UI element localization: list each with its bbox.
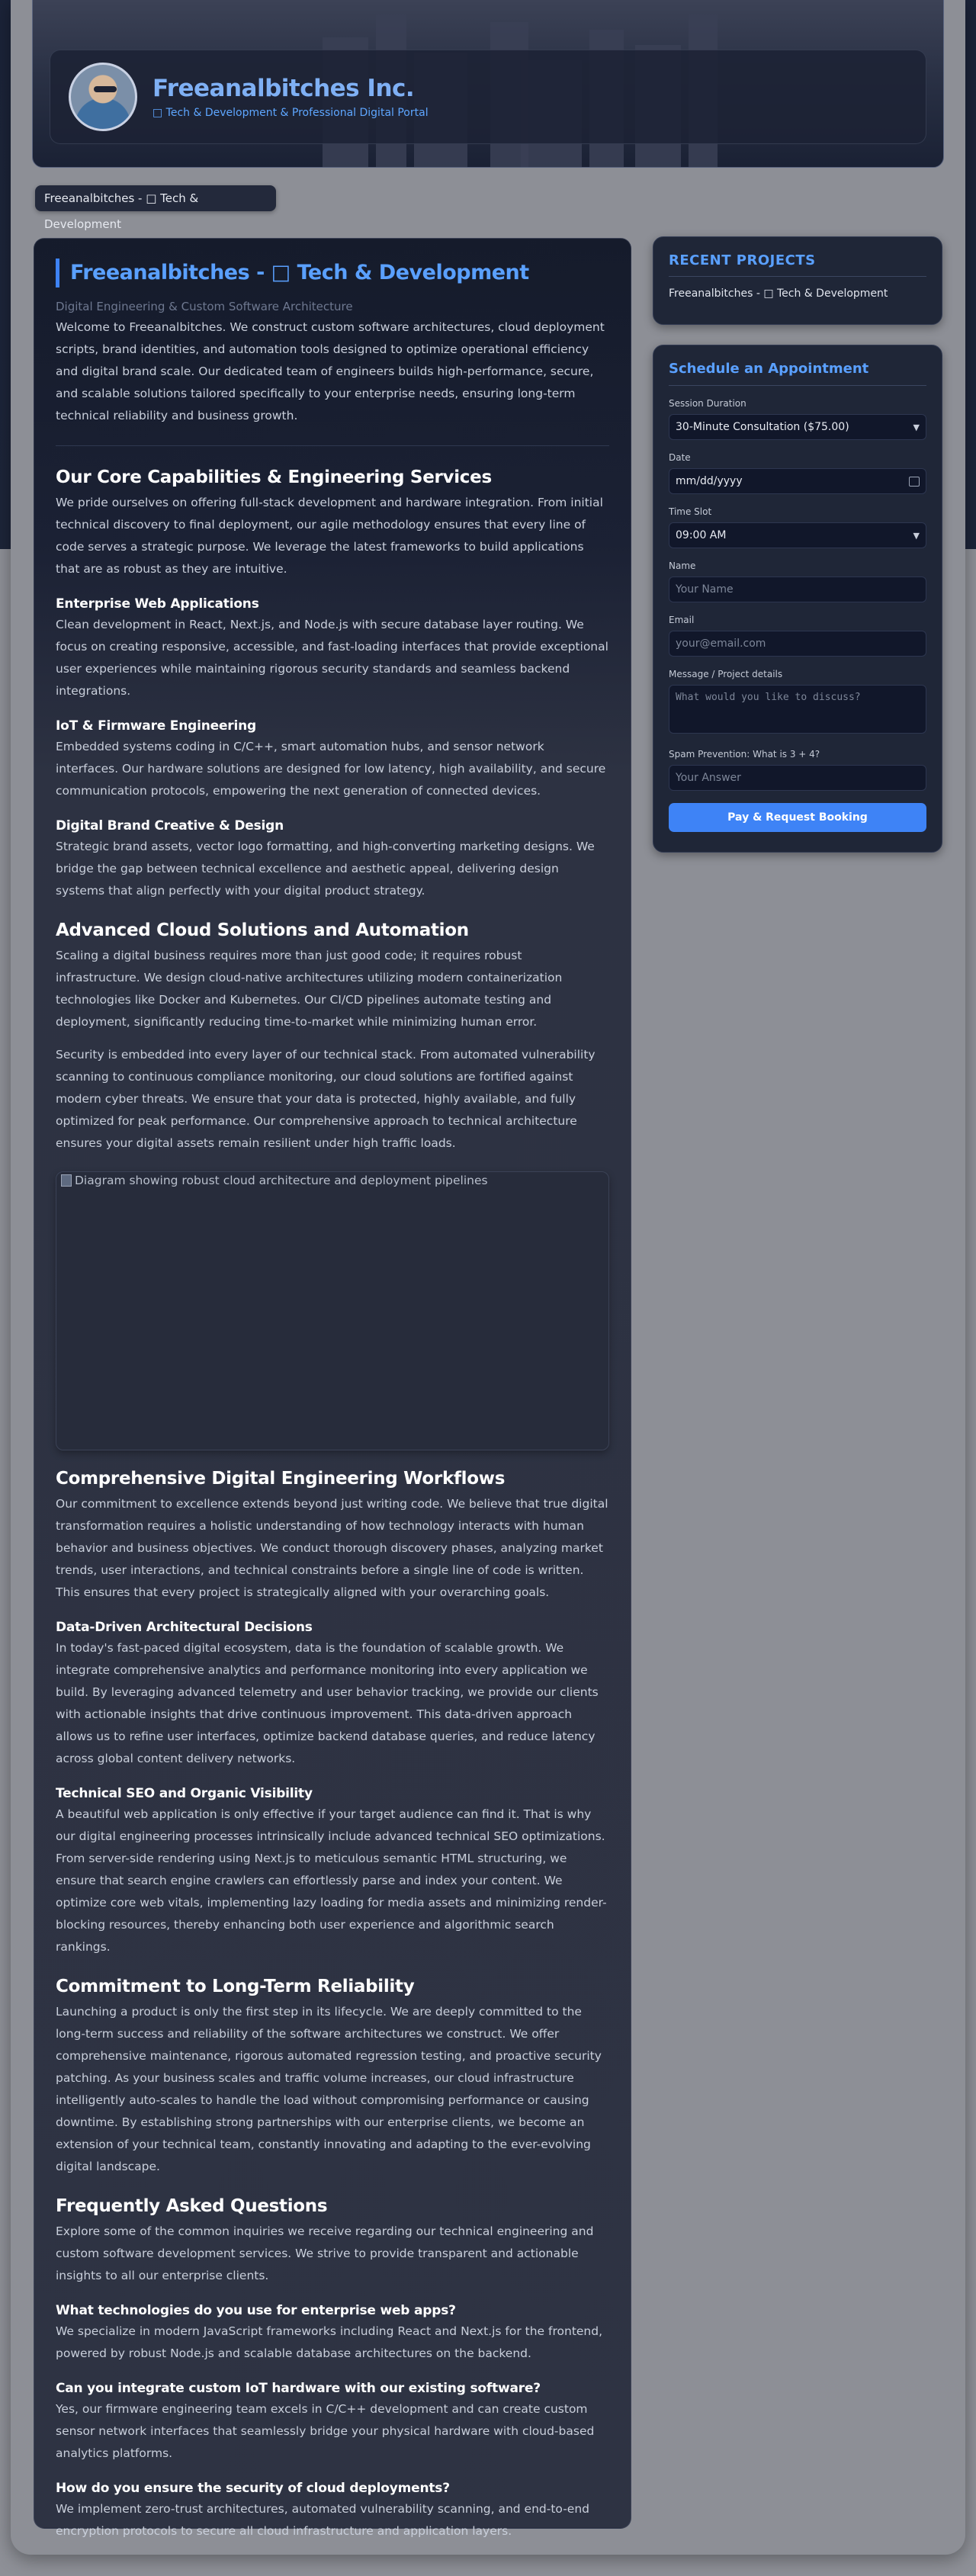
calendar-icon[interactable] [909,477,920,487]
company-name: Freeanalbitches Inc. [152,75,415,102]
faq-intro: Explore some of the common inquiries we receive regarding our technical engineering and custom software development services. We strive to provide transparent and actionable insights to all our enterprise clients. [56,2224,594,2282]
page-title: Freeanalbitches - □ Tech & Development [56,259,609,287]
divider [669,276,926,277]
chevron-down-icon: ▼ [913,530,920,541]
recent-projects-title: RECENT PROJECTS [669,252,816,268]
service-heading-web: Enterprise Web Applications [56,596,259,612]
section-text-reliability: Launching a product is only the first step in its lifecycle. We are deeply committed to the long-term success and reliability of the software architectures we construct. We offer comprehensive maintenance, rigorous automated regression testing, and proactive security patching. As your business scales and traffic volume increases, our cloud infrastructure intelligently auto-scales to handle the load without compromising performance or causing downtime. By establishing strong partnerships with our enterprise clients, we become an extension of your technical team, constantly innovating and adapting to the ever-evolving digital landscape. [56,2005,602,2173]
spam-answer-input[interactable]: Your Answer [669,765,926,791]
section-heading-reliability: Commitment to Long-Term Reliability [56,1977,415,1996]
service-text-iot: Embedded systems coding in C/C++, smart automation hubs, and sensor network interfaces. Our hardware solutions are designed for low latency, high availability, and secure communication protocols, empowering the next generation of connected devices. [56,740,606,798]
date-value: mm/dd/yyyy [676,475,743,487]
faq-answer: We specialize in modern JavaScript frameworks including React and Next.js for the frontend, powered by robust Node.js and scalable database architectures on the backend. [56,2324,603,2360]
time-value: 09:00 AM [676,529,727,541]
message-textarea[interactable]: What would you like to discuss? [669,685,926,734]
company-tagline: □ Tech & Development & Professional Digital Portal [152,107,429,119]
spam-label: Spam Prevention: What is 3 + 4? [669,749,820,760]
divider [669,385,926,386]
faq-heading: Frequently Asked Questions [56,2196,328,2216]
intro-text: Welcome to Freeanalbitches. We construct custom software architectures, cloud deployment scripts, brand identities, and automation tools designed to optimize operational efficiency and digital brand scale. Our dedicated team of engineers builds high-performance, secure, and scalable solutions tailored specifically to your enterprise needs, ensuring long-term technical reliability and business growth. [56,320,605,422]
booking-title: Schedule an Appointment [669,361,869,377]
chevron-down-icon: ▼ [913,422,920,432]
service-text-web: Clean development in React, Next.js, and Node.js with secure database layer routing. We focus on creating responsive, accessible, and fast-loading interfaces that provide exceptional user experiences while maintaining rigorous security standards and seamless backend integrations. [56,618,608,698]
breadcrumb[interactable]: Freeanalbitches - □ Tech & Development [35,185,276,211]
image-alt-text: Diagram showing robust cloud architecture and deployment pipelines [75,1174,488,1187]
avatar [69,63,137,131]
section-heading-workflows: Comprehensive Digital Engineering Workflows [56,1469,506,1489]
name-input[interactable]: Your Name [669,577,926,602]
service-heading-brand: Digital Brand Creative & Design [56,818,284,834]
hero-banner [32,0,944,168]
faq-answer: We implement zero-trust architectures, automated vulnerability scanning, and end-to-end encryption protocols to secure all cloud infrastructure and application layers. [56,2502,589,2538]
faq-question: How do you ensure the security of cloud deployments? [56,2481,450,2496]
date-label: Date [669,452,691,463]
booking-form-card [653,345,942,853]
message-label: Message / Project details [669,669,783,679]
main-content [34,238,631,2538]
section-text-core: We pride ourselves on offering full-stack development and hardware integration. From initial technical discovery to final deployment, our agile methodology ensures that every line of code serves a strategic purpose. We leverage the latest frameworks to build applications that are as robust as they are intuitive. [56,496,603,576]
project-link[interactable]: Freeanalbitches - □ Tech & Development [669,287,888,300]
service-heading-iot: IoT & Firmware Engineering [56,718,256,734]
faq-answer: Yes, our firmware engineering team excels in C/C++ development and can create custom sensor network interfaces that seamlessly bridge your physical hardware with cloud-based analytics platforms. [56,2402,595,2460]
section-heading-core: Our Core Capabilities & Engineering Services [56,467,492,487]
email-input[interactable]: your@email.com [669,631,926,657]
faq-question: Can you integrate custom IoT hardware with our existing software? [56,2381,541,2396]
duration-value: 30-Minute Consultation ($75.00) [676,421,849,433]
section-text-cloud-2: Security is embedded into every layer of our technical stack. From automated vulnerability scanning to continuous compliance monitoring, our cloud solutions are fortified against modern cyber threats. We ensure that your data is protected, highly available, and fully optimized for peak performance. Our comprehensive approach to technical architecture ensures your digital assets remain resilient under high traffic loads. [56,1048,596,1150]
section-text-data: In today's fast-paced digital ecosystem, data is the foundation of scalable growth. We integrate comprehensive analytics and performance monitoring into every application we build. By leveraging advanced telemetry and user behavior tracking, we provide our clients with actionable insights that drive continuous improvement. This data-driven approach allows us to refine user interfaces, optimize backend database queries, and reduce latency across global content delivery networks. [56,1641,599,1765]
name-label: Name [669,560,696,571]
submit-booking-button[interactable]: Pay & Request Booking [669,803,926,832]
section-text-seo: A beautiful web application is only effective if your target audience can find it. That is why our digital engineering processes intrinsically include advanced technical SEO optimizations. From server-side rendering using Next.js to meticulous semantic HTML structuring, we ensure that search engine crawlers can effortlessly parse and index your content. We optimize core web vitals, implementing lazy loading for media assets and minimizing render-blocking resources, thereby enhancing both user experience and algorithmic search rankings. [56,1807,607,1954]
section-text-cloud-1: Scaling a digital business requires more than just good code; it requires robust infrastructure. We design cloud-native architectures utilizing modern containerization technologies like Docker and Kubernetes. Our CI/CD pipelines automate testing and deployment, significantly reducing time-to-market while minimizing human error. [56,949,563,1029]
section-text-workflows: Our commitment to excellence extends beyond just writing code. We believe that true digital transformation requires a holistic understanding of how technology interacts with human behavior and business objectives. We conduct thorough discovery phases, analyzing market trends, user interactions, and technical constraints before a single line of code is written. This ensures that every project is strategically aligned with your overarching goals. [56,1497,608,1599]
section-heading-seo: Technical SEO and Organic Visibility [56,1786,313,1801]
date-input[interactable] [669,468,926,494]
brand-card [50,50,926,144]
faq-question: What technologies do you use for enterprise web apps? [56,2303,456,2318]
cloud-diagram-image [56,1171,609,1450]
service-text-brand: Strategic brand assets, vector logo formatting, and high-converting marketing designs. We bridge the gap between technical excellence and aesthetic appeal, delivering design systems that align perfectly with your digital product strategy. [56,840,595,898]
email-label: Email [669,615,695,625]
time-select[interactable] [669,522,926,548]
time-label: Time Slot [669,506,712,517]
divider [56,445,609,446]
page-subtitle: Digital Engineering & Custom Software Architecture [56,300,353,313]
duration-label: Session Duration [669,398,746,409]
section-heading-cloud: Advanced Cloud Solutions and Automation [56,920,469,940]
section-heading-data: Data-Driven Architectural Decisions [56,1620,313,1635]
duration-select[interactable] [669,414,926,440]
broken-image-icon [61,1174,72,1187]
recent-projects-card [653,236,942,325]
